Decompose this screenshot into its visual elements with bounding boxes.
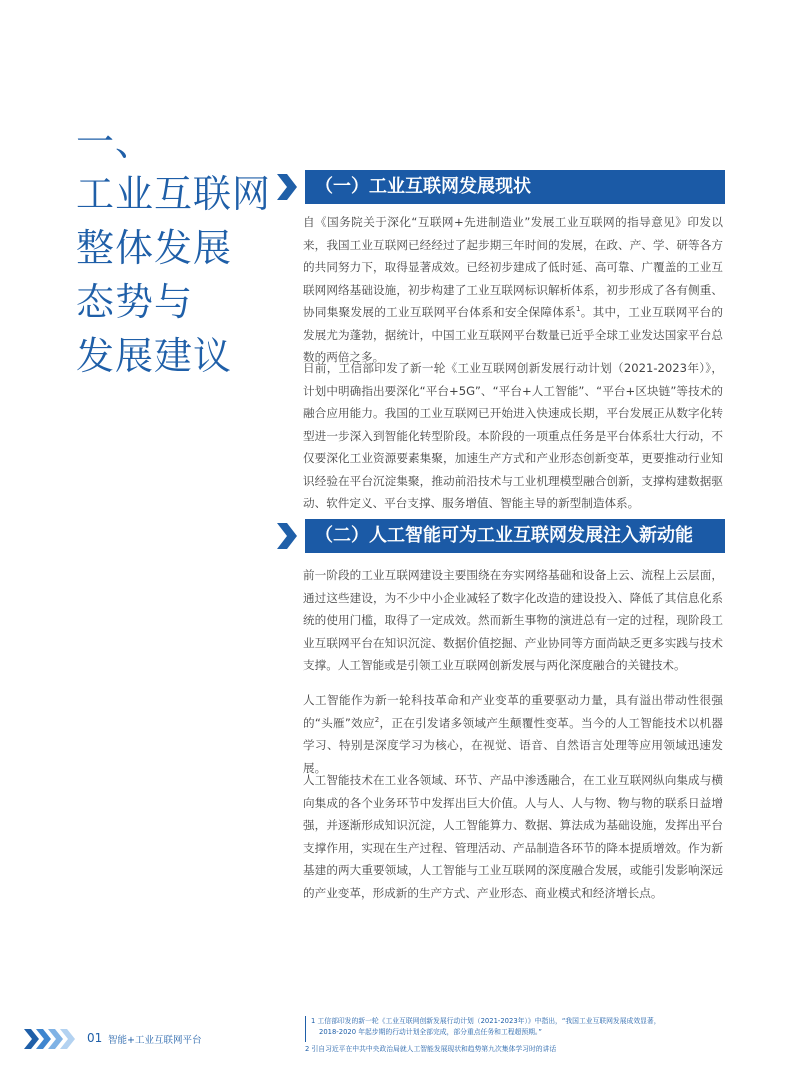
chapter-title-line: 态势与 — [76, 280, 194, 324]
section-title: （二）人工智能可为工业互联网发展注入新动能 — [305, 519, 725, 553]
running-title: 智能+工业互联网平台 — [108, 1035, 202, 1046]
paragraph-text: ，正在引发诸多领域产生颠覆性变革。当今的人工智能技术以机器学习、特别是深度学习为核心，在视觉、语音、自然语言处理等应用领域迅速发展。 — [303, 715, 723, 775]
footnote-1-continued: 2018-2020 年起步期的行动计划全部完成，部分重点任务和工程超预期。” — [319, 1028, 542, 1036]
paragraph-2 — [303, 357, 723, 515]
paragraph-text: 人工智能作为新一轮科技革命和产业变革的重要驱动力量，具有溢出带动性很强的“头雁”效应 — [303, 693, 723, 730]
footnote-1: 1 工信部印发的新一轮《工业互联网创新发展行动计划（2021-2023年）》中指出，“我国工业互联网发展成效显著， — [311, 1017, 661, 1025]
chapter-title-line: 一、 — [76, 120, 155, 164]
section-heading-2 — [275, 519, 725, 553]
paragraph-1 — [303, 211, 723, 369]
chevron-right-icon — [275, 172, 299, 202]
footnote-ref: 1 — [576, 305, 581, 314]
chevrons-decoration-icon — [24, 1028, 76, 1050]
chapter-title — [76, 118, 272, 380]
page-number: 01 — [87, 1031, 103, 1045]
paragraph-3 — [303, 564, 723, 677]
chevron-right-icon — [275, 521, 299, 551]
paragraph-text: 人工智能技术在工业各领域、环节、产品中渗透融合，在工业互联网纵向集成与横向集成的各个业务环节中发挥出巨大价值。人与人、人与物、物与物的联系日益增强，并逐渐形成知识沉淀，人工智能算力、数据、算法成为基础设施，发挥出平台支撑作用，实现在生产过程、管理活动、产品制造各环节的降本提质增效。作为新基建的两大重要领域，人工智能与工业互联网的深度融合发展，或能引发影响深远的产业变革，形成新的生产方式、产业形态、商业模式和经济增长点。 — [303, 773, 723, 900]
paragraph-5 — [303, 769, 723, 904]
chapter-title-line: 整体发展 — [76, 226, 233, 270]
footnote-2: 2 引自习近平在中共中央政治局就人工智能发展现状和趋势第九次集体学习时的讲话 — [305, 1045, 557, 1053]
chapter-title-line: 发展建议 — [76, 334, 233, 378]
footnote-rule — [305, 1016, 306, 1042]
section-title: （一）工业互联网发展现状 — [305, 170, 725, 204]
paragraph-4 — [303, 689, 723, 779]
paragraph-text: 前一阶段的工业互联网建设主要围绕在夯实网络基础和设备上云、流程上云层面，通过这些建设，为不少中小企业减轻了数字化改造的建设投入、降低了其信息化系统的使用门槛，取得了一定成效。然而新生事物的演进总有一定的过程，现阶段工业互联网平台在知识沉淀、数据价值挖掘、产业协同等方面尚缺乏更多实践与技术支撑。人工智能或是引领工业互联网创新发展与两化深度融合的关键技术。 — [303, 568, 723, 672]
paragraph-text: 。其中，工业互联网平台的发展尤为蓬勃，据统计，中国工业互联网平台数量已近乎全球工业发达国家平台总数的两倍之多。 — [303, 305, 723, 364]
section-heading-1 — [275, 170, 725, 204]
footnote-ref: 2 — [374, 715, 380, 724]
paragraph-text: 日前，工信部印发了新一轮《工业互联网创新发展行动计划（2021-2023年）》，计划中明确指出要深化“平台+5G”、“平台+人工智能”、“平台+区块链”等技术的融合应用能力。我国的工业互联网已开始进入快速成长期，平台发展正从数字化转型进一步深入到智能化转型阶段。本阶段的一项重点任务是平台体系壮大行动，不仅要深化工业资源要素集聚，加速生产方式和产业形态创新变革，更要推动行业知识经验在平台沉淀集聚，推动前沿技术与工业机理模型融合创新，支撑构建数据驱动、软件定义、平台支撑、服务增值、智能主导的新型制造体系。 — [303, 361, 723, 510]
chapter-title-line: 工业互联网 — [76, 172, 272, 216]
paragraph-text: 自《国务院关于深化“互联网+先进制造业”发展工业互联网的指导意见》印发以来，我国工业互联网已经经过了起步期三年时间的发展，在政、产、学、研等各方的共同努力下，取得显著成效。已经初步建成了低时延、高可靠、广覆盖的工业互联网网络基础设施，初步构建了工业互联网标识解析体系，初步形成了各有侧重、协同集聚发展的工业互联网平台体系和安全保障体系 — [303, 215, 723, 319]
